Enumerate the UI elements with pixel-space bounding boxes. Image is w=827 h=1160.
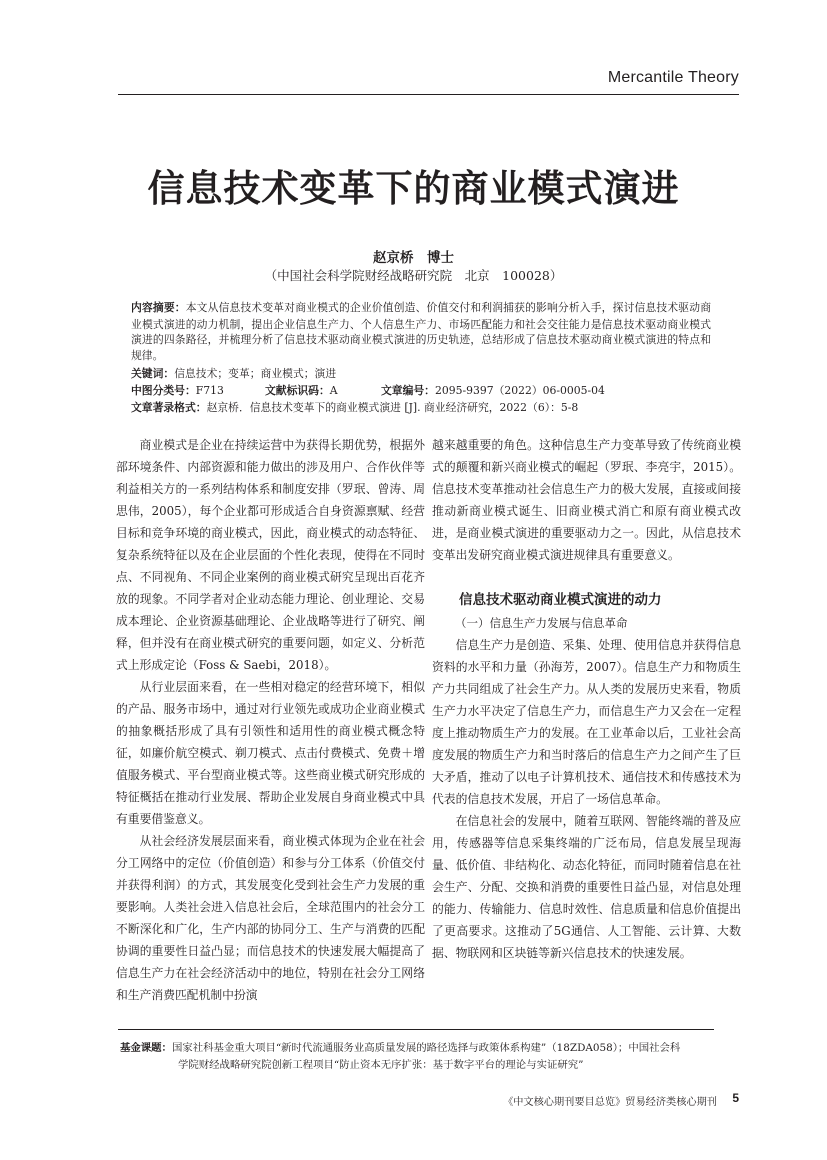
affiliation: （中国社会科学院财经战略研究院 北京 100028） xyxy=(264,268,563,283)
section-heading: 信息技术驱动商业模式演进的动力 xyxy=(459,592,662,607)
abstract-text: 本文从信息技术变革对商业模式的企业价值创造、价值交付和利润捕获的影响分析入手，探讨信息技术驱动商业模式演进的动力机制，提出企业信息生产力、个人信息生产力、市场匹配能力和社会交往能力是信息技术驱动商业模式演进的四条路径，并梳理分析了信息技术驱动商业模式演进的历史轨迹，总结形成了信息技术驱动商业模式演进的特点和规律。 xyxy=(131,301,711,362)
paragraph: 信息生产力是创造、采集、处理、使用信息并获得信息资料的水平和力量（孙海芳，2007）。信息生产力和物质生产力共同组成了社会生产力。从人类的发展历史来看，物质生产力水平决定了信息生产力，而信息生产力又会在一定程度上推动物质生产力的发展。在工业革命以后，工业社会高度发展的物质生产力和当时落后的信息生产力之间产生了巨大矛盾，推动了以电子计算机技术、通信技术和传感技术为代表的信息技术发展，开启了一场信息革命。 xyxy=(432,638,741,806)
journal-footer: 《中文核心期刊要目总览》贸易经济类核心期刊 xyxy=(503,1097,717,1108)
paragraph: 在信息社会的发展中，随着互联网、智能终端的普及应用，传感器等信息采集终端的广泛布局，信息发展呈现海量、低价值、非结构化、动态化特征，而同时随着信息在社会生产、分配、交换和消费的重要性日益凸显，对信息处理的能力、传输能力、信息时效性、信息质量和信息价值提出了更高要求。这推动了5G通信、人工智能、云计算、大数据、物联网和区块链等新兴信息技术的快速发展。 xyxy=(432,814,741,960)
citation xyxy=(131,400,711,417)
paragraph: 越来越重要的角色。这种信息生产力变革导致了传统商业模式的颠覆和新兴商业模式的崛起（罗珉、李亮宇，2015）。信息技术变革推动社会信息生产力的极大发展，直接或间接推动新商业模式诞生、旧商业模式消亡和原有商业模式改进，是商业模式演进的重要驱动力之一。因此，从信息技术变革出发研究商业模式演进规律具有重要意义。 xyxy=(432,438,741,562)
paragraph: 从行业层面来看，在一些相对稳定的经营环境下，相似的产品、服务市场中，通过对行业领先或成功企业商业模式的抽象概括形成了具有引领性和适用性的商业模式概念特征，如廉价航空模式、剃刀模式、点击付费模式、免费＋增值服务模式、平台型商业模式等。这些商业模式研究形成的特征概括在推动行业发展、帮助企业发展自身商业模式中具有重要借鉴意义。 xyxy=(116,680,425,826)
clc-label: 中图分类号： xyxy=(131,385,196,397)
keywords-text: 信息技术；变革；商业模式；演进 xyxy=(174,367,337,380)
article-number-label: 文章编号： xyxy=(381,385,435,397)
citation-text: 赵京桥．信息技术变革下的商业模式演进 [J]. 商业经济研究，2022（6）：5-8 xyxy=(206,401,579,414)
keywords-label: 关键词： xyxy=(131,368,175,380)
funding-line-1: 国家社科基金重大项目“新时代流通服务业高质量发展的路径选择与政策体系构建”（18ZDA058）；中国社会科 xyxy=(171,1042,681,1054)
clc-value: F713 xyxy=(195,384,224,397)
header-rule xyxy=(118,94,739,95)
paragraph: 从社会经济发展层面来看，商业模式体现为企业在社会分工网络中的定位（价值创造）和参与分工体系（价值交付并获得利润）的方式，其发展变化受到社会生产力发展的重要影响。人类社会进入信息社会后，全球范围内的社会分工不断深化和广化，生产内部的协同分工、生产与消费的匹配协调的重要性日益凸显；而信息技术的快速发展大幅提高了信息生产力在社会经济活动中的地位，特别在社会分工网络和生产消费匹配机制中扮演 xyxy=(116,834,425,1002)
keywords xyxy=(131,366,711,383)
citation-label: 文章著录格式： xyxy=(131,402,207,414)
article-number-value: 2095-9397（2022）06-0005-04 xyxy=(434,384,605,397)
abstract-label: 内容摘要： xyxy=(131,302,186,314)
body-column-left xyxy=(116,434,425,1006)
doc-code-value: A xyxy=(329,384,338,397)
paragraph: 商业模式是企业在持续运营中为获得长期优势，根据外部环境条件、内部资源和能力做出的涉及用户、合作伙伴等利益相关方的一系列结构体系和制度安排（罗珉、曾涛、周思伟，2005），每个企业都可形成适合自身资源禀赋、经营目标和竞争环境的商业模式，因此，商业模式的动态特征、复杂系统特征以及在企业层面的个性化表现，使得在不同时点、不同视角、不同企业案例的商业模式研究呈现出百花齐放的现象。不同学者对企业动态能力理论、创业理论、交易成本理论、企业资源基础理论、企业战略等进行了研究、阐释，但并没有在商业模式研究的重要问题，如定义、分析范式上形成定论（Foss & Saebi，2018）。 xyxy=(116,438,425,672)
author: 赵京桥 博士 xyxy=(373,250,454,266)
funding-label: 基金课题： xyxy=(120,1042,172,1054)
page-number: 5 xyxy=(732,1091,739,1105)
classification-line xyxy=(131,383,711,400)
article-title: 信息技术变革下的商业模式演进 xyxy=(147,166,680,210)
running-head: Mercantile Theory xyxy=(607,69,739,86)
funding-line-2: 学院财经战略研究院创新工程项目“防止资本无序扩张：基于数字平台的理论与实证研究” xyxy=(178,1059,584,1071)
footnote-rule xyxy=(118,1029,714,1030)
doc-code-label: 文献标识码： xyxy=(265,385,330,397)
funding-note xyxy=(120,1040,716,1074)
subsection-heading: （一）信息生产力发展与信息革命 xyxy=(455,616,628,630)
abstract xyxy=(131,300,711,363)
body-column-right xyxy=(432,434,741,964)
